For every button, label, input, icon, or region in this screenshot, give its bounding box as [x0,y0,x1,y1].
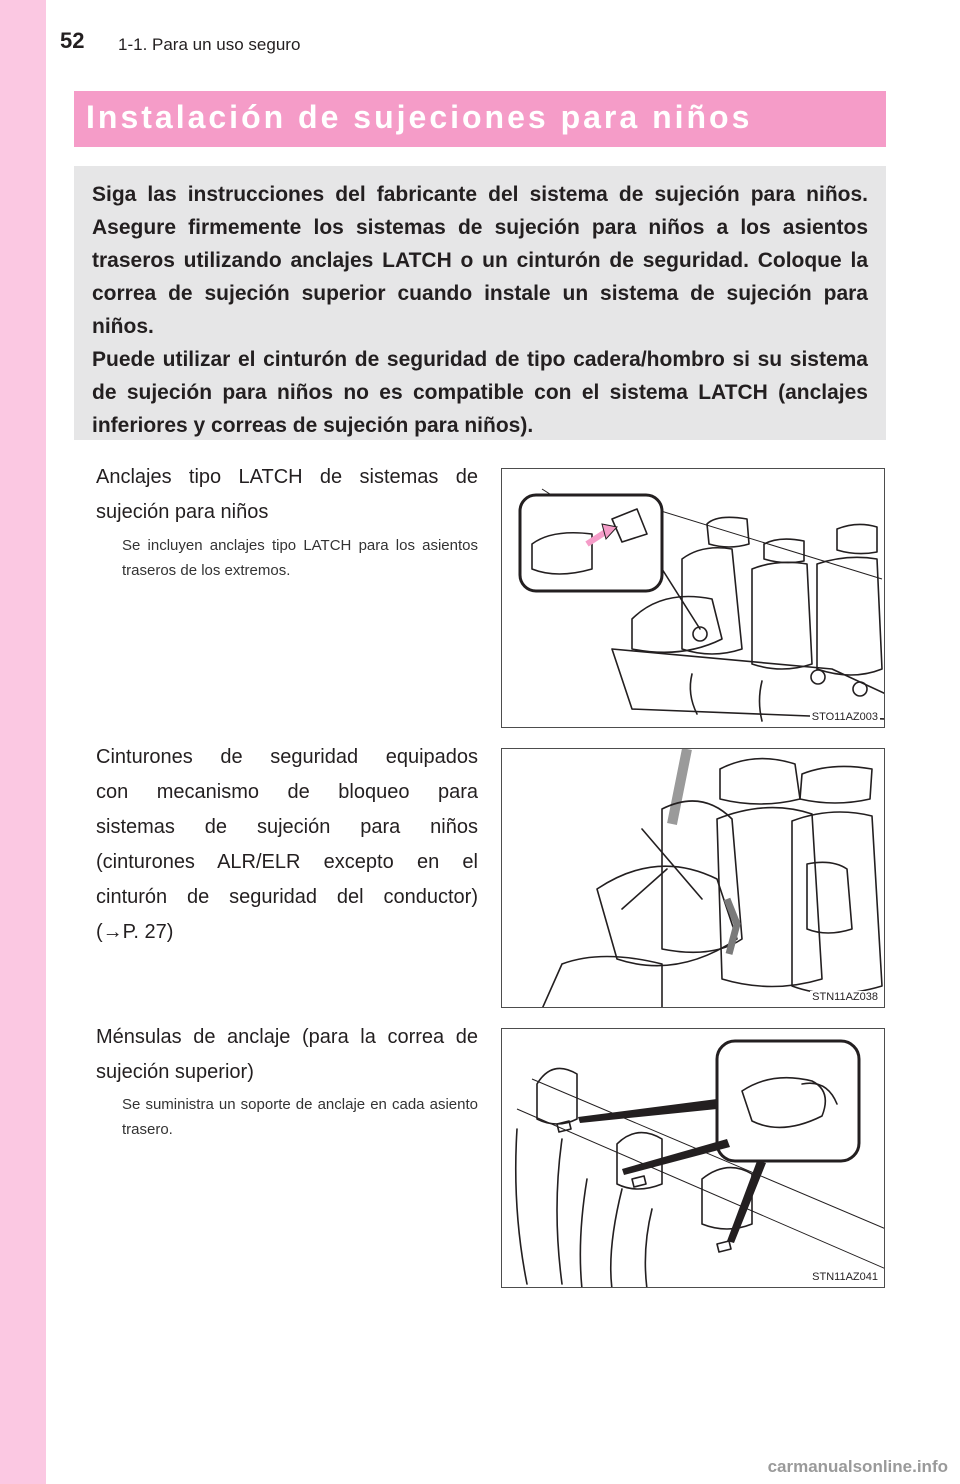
section-banner [74,91,886,147]
locking-belts-title-line-4: (cinturones ALR/ELR excepto en el [96,851,478,873]
latch-anchors-figure [501,468,885,728]
section-label: 1-1. Para un uso seguro [118,35,301,54]
belt-seat-illustration [502,749,885,1008]
latch-anchors-description: Se incluyen anclajes tipo LATCH para los asientos traseros de los extremos. [122,537,478,579]
locking-belts-title-line-5: cinturón de seguridad del conductor) [96,886,478,908]
tether-brackets-description: Se suministra un soporte de anclaje en cada asiento trasero. [122,1096,478,1138]
figure-code: STO11AZ003 [811,711,878,723]
locking-belts-figure [501,748,885,1008]
locking-belts-title-line-6: (→P. 27) [96,921,174,943]
locking-belts-title-line-3: sistemas de sujeción para niños [96,816,478,838]
locking-belts-title [96,740,478,950]
intro-paragraph-1: Siga las instrucciones del fabricante del sistema de sujeción para niños. Asegure firmemente los sistemas de sujeción para niños a los asientos traseros utilizando anclajes LATCH o un cinturón de seguridad. Coloque la correa de sujeción superior cuando instale un sistema de sujeción para niños. [92,183,868,338]
tether-bracket-illustration [502,1029,885,1288]
tether-brackets-title: Ménsulas de anclaje (para la correa de sujeción superior) [96,1026,478,1083]
banner-title: Instalación de sujeciones para niños [86,99,753,135]
figure-code: STN11AZ038 [812,991,878,1003]
locking-belts-title-line-2: con mecanismo de bloqueo para [96,781,478,803]
side-strip [0,0,46,1484]
watermark: carmanualsonline.info [767,1457,948,1476]
latch-seat-illustration [502,469,885,728]
intro-box [74,166,886,440]
latch-anchors-title: Anclajes tipo LATCH de sistemas de sujeción para niños [96,466,478,523]
page-number: 52 [60,28,85,53]
locking-belts-title-line-1: Cinturones de seguridad equipados [96,746,478,768]
intro-paragraph-2: Puede utilizar el cinturón de seguridad de tipo cadera/hombro si su sistema de sujeción para niños no es compatible con el sistema LATCH (anclajes inferiores y correas de sujeción para niños). [92,348,868,437]
tether-brackets-figure [501,1028,885,1288]
figure-code: STN11AZ041 [812,1271,878,1283]
